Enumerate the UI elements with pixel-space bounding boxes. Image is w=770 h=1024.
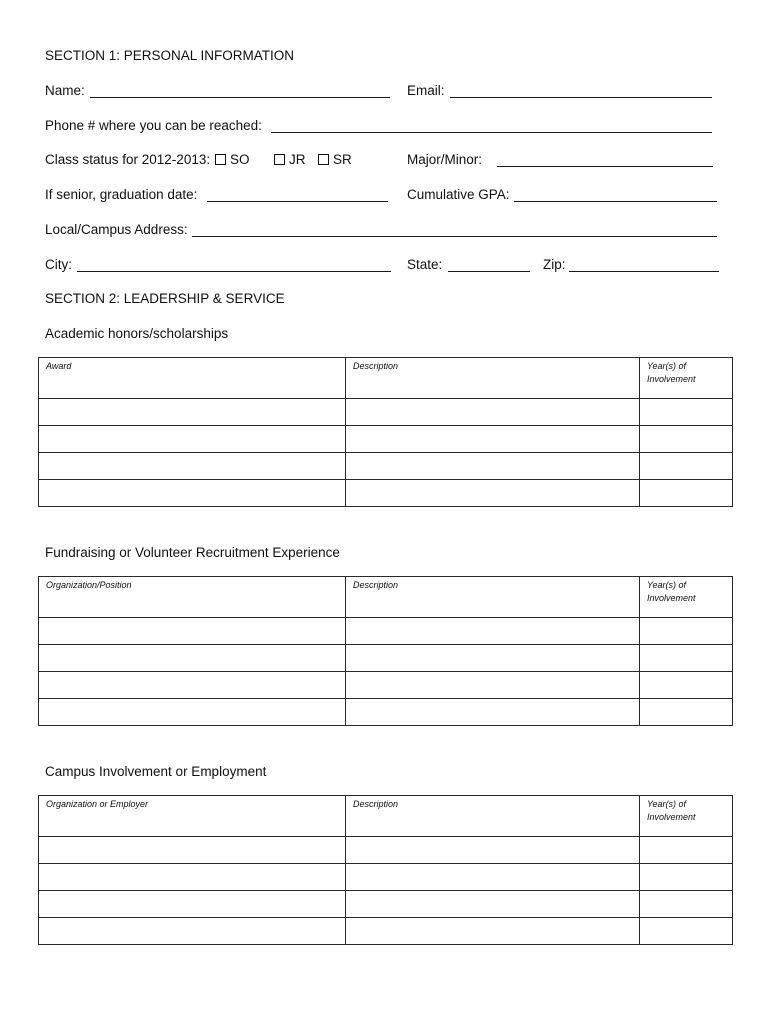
table-row (39, 699, 733, 726)
table-cell[interactable] (346, 426, 640, 453)
name-label: Name: (45, 83, 85, 98)
email-label: Email: (407, 83, 445, 98)
table-row (39, 645, 733, 672)
table-row (39, 918, 733, 945)
checkbox-icon[interactable] (215, 154, 226, 165)
table-cell[interactable] (640, 645, 733, 672)
table-cell[interactable] (640, 891, 733, 918)
column-header (39, 358, 346, 399)
table-cell[interactable] (346, 918, 640, 945)
zip-field[interactable] (569, 271, 719, 272)
campus-table (38, 795, 733, 945)
table-cell[interactable] (39, 837, 346, 864)
class-option-jr[interactable] (274, 152, 306, 168)
table-row (39, 480, 733, 507)
table-row (39, 426, 733, 453)
email-field[interactable] (450, 97, 712, 98)
state-field[interactable] (448, 271, 530, 272)
gpa-field[interactable] (514, 201, 717, 202)
table-row (39, 399, 733, 426)
table-cell[interactable] (39, 426, 346, 453)
column-header-description: Description (353, 361, 399, 371)
class-option-jr-label: JR (289, 152, 306, 167)
column-header (640, 577, 733, 618)
table-row (39, 864, 733, 891)
table-cell[interactable] (39, 891, 346, 918)
grad-date-label: If senior, graduation date: (45, 187, 198, 202)
checkbox-icon[interactable] (318, 154, 329, 165)
table-cell[interactable] (39, 864, 346, 891)
table-cell[interactable] (346, 453, 640, 480)
grad-date-field[interactable] (207, 201, 388, 202)
phone-label: Phone # where you can be reached: (45, 118, 262, 133)
table-cell[interactable] (39, 399, 346, 426)
table-header-row (39, 796, 733, 837)
fundraising-table (38, 576, 733, 726)
table-cell[interactable] (346, 672, 640, 699)
column-header (346, 358, 640, 399)
column-header-description: Description (353, 799, 399, 809)
table-cell[interactable] (39, 645, 346, 672)
table-cell[interactable] (346, 618, 640, 645)
major-label: Major/Minor: (407, 152, 483, 167)
table-cell[interactable] (640, 864, 733, 891)
class-option-so-label: SO (230, 152, 250, 167)
name-field[interactable] (90, 97, 390, 98)
gpa-label: Cumulative GPA: (407, 187, 510, 202)
column-header-years: Year(s) of Involvement (647, 580, 696, 603)
column-header-organization-employer: Organization or Employer (46, 799, 149, 809)
table-cell[interactable] (640, 453, 733, 480)
table-cell[interactable] (640, 699, 733, 726)
table-cell[interactable] (640, 618, 733, 645)
class-option-so[interactable] (215, 152, 250, 168)
table-header-row (39, 358, 733, 399)
checkbox-icon[interactable] (274, 154, 285, 165)
table-cell[interactable] (640, 672, 733, 699)
table-cell[interactable] (39, 918, 346, 945)
table-cell[interactable] (39, 453, 346, 480)
table-cell[interactable] (346, 891, 640, 918)
table-heading-fundraising: Fundraising or Volunteer Recruitment Experience (45, 545, 340, 560)
table-cell[interactable] (640, 480, 733, 507)
table-heading-campus: Campus Involvement or Employment (45, 764, 267, 779)
table-cell[interactable] (640, 399, 733, 426)
column-header-award: Award (46, 361, 72, 371)
column-header (346, 577, 640, 618)
honors-table (38, 357, 733, 507)
table-row (39, 837, 733, 864)
column-header (640, 796, 733, 837)
column-header-years: Year(s) of Involvement (647, 361, 696, 384)
column-header (39, 577, 346, 618)
city-field[interactable] (77, 271, 391, 272)
column-header-years: Year(s) of Involvement (647, 799, 696, 822)
column-header (640, 358, 733, 399)
table-cell[interactable] (346, 480, 640, 507)
major-field[interactable] (497, 166, 713, 167)
table-cell[interactable] (640, 426, 733, 453)
table-cell[interactable] (39, 480, 346, 507)
section2-title: SECTION 2: LEADERSHIP & SERVICE (45, 291, 285, 306)
table-cell[interactable] (346, 645, 640, 672)
table-row (39, 891, 733, 918)
address-field[interactable] (192, 236, 717, 237)
table-row (39, 672, 733, 699)
zip-label: Zip: (543, 257, 566, 272)
table-cell[interactable] (39, 618, 346, 645)
class-option-sr-label: SR (333, 152, 352, 167)
column-header-organization-position: Organization/Position (46, 580, 132, 590)
table-row (39, 618, 733, 645)
section1-title: SECTION 1: PERSONAL INFORMATION (45, 48, 295, 63)
table-cell[interactable] (346, 399, 640, 426)
class-option-sr[interactable] (318, 152, 352, 168)
table-cell[interactable] (346, 699, 640, 726)
class-status-label: Class status for 2012-2013: (45, 152, 211, 167)
phone-field[interactable] (271, 132, 712, 133)
table-cell[interactable] (39, 699, 346, 726)
table-cell[interactable] (39, 672, 346, 699)
state-label: State: (407, 257, 443, 272)
table-cell[interactable] (640, 918, 733, 945)
column-header (346, 796, 640, 837)
city-label: City: (45, 257, 72, 272)
address-label: Local/Campus Address: (45, 222, 188, 237)
table-cell[interactable] (640, 837, 733, 864)
table-row (39, 453, 733, 480)
table-heading-honors: Academic honors/scholarships (45, 326, 229, 341)
column-header-description: Description (353, 580, 399, 590)
table-cell[interactable] (346, 837, 640, 864)
table-header-row (39, 577, 733, 618)
column-header (39, 796, 346, 837)
table-cell[interactable] (346, 864, 640, 891)
